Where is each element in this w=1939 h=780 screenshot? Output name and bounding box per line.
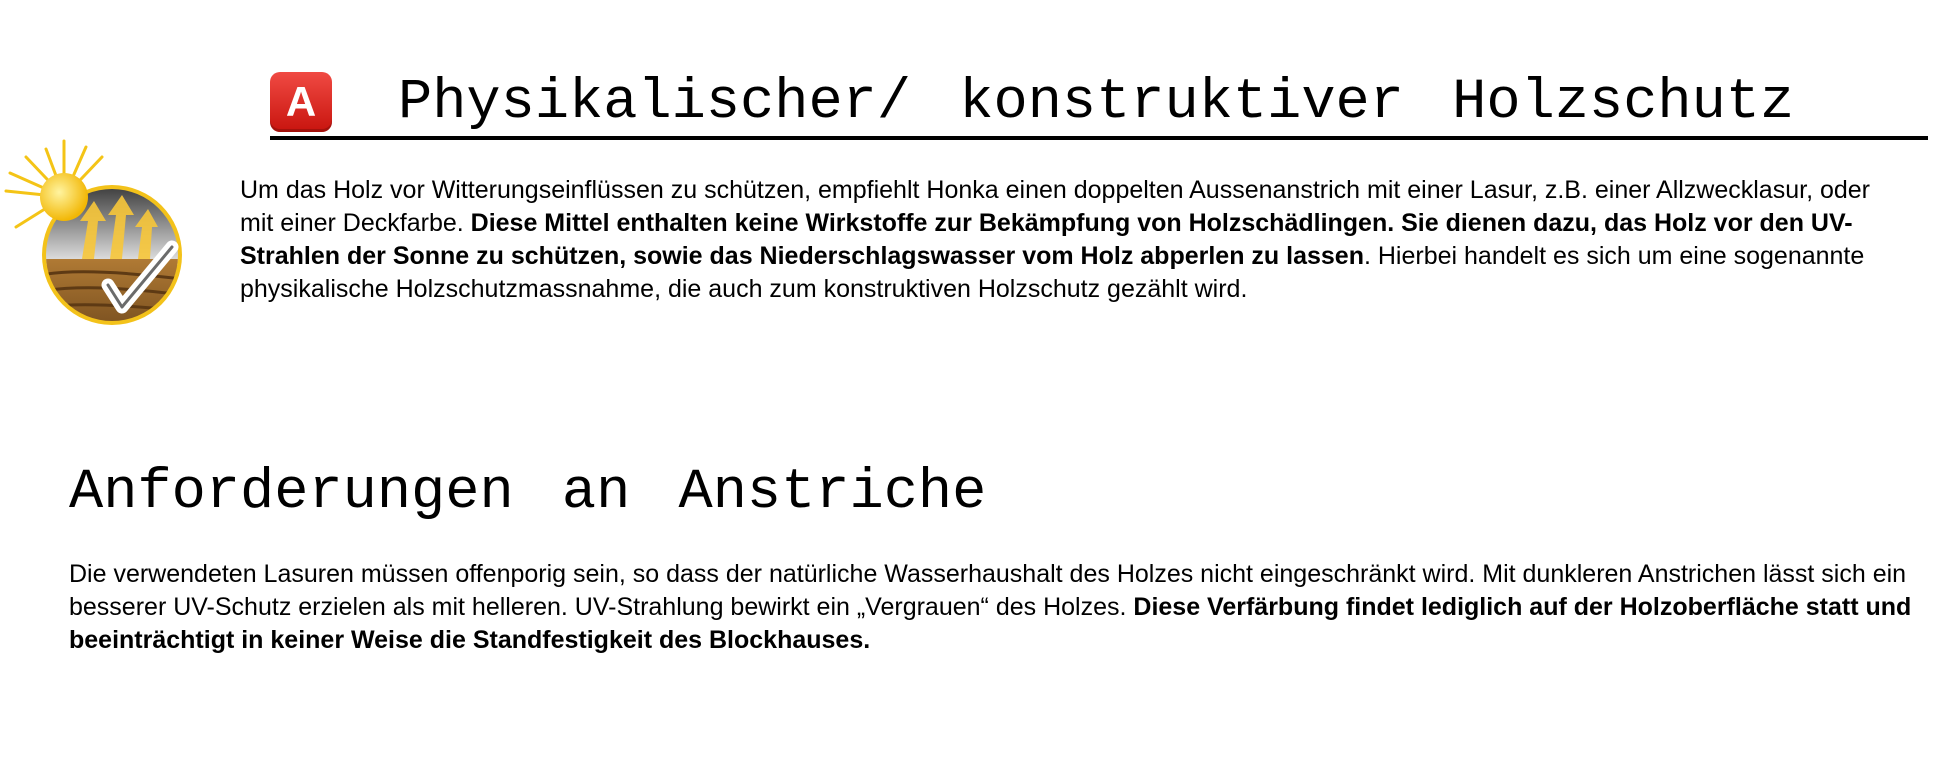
section-heading-row — [270, 68, 1928, 140]
letter-a-badge-icon: A — [270, 72, 332, 132]
holzschutz-paragraph — [240, 174, 1870, 306]
section-title: Physikalischer/ konstruktiver Holzschutz — [398, 71, 1795, 135]
paragraph-text: . Hierbei handelt es sich um eine sogenannte physikalische Holzschutzmassnahme, die auch zum konstruktiven Holzschutz gezählt wird. — [240, 242, 1865, 303]
paragraph-text: Die verwendeten Lasuren müssen offenporig sein, so dass der natürliche Wasserhaushalt des Holzes nicht eingeschränkt wird. Mit dunkleren Anstrichen lässt sich ein besserer UV-Schutz erzielen als mit helleren. UV-Strahlung bewirkt ein „Vergrauen“ des Holzes. — [69, 560, 1907, 621]
paragraph-bold-text: Diese Verfärbung findet lediglich auf der Holzoberfläche statt und beeinträchtigt in keiner Weise die Standfestigkeit des Blockhauses. — [69, 593, 1912, 654]
paragraph-text: Um das Holz vor Witterungseinflüssen zu schützen, empfiehlt Honka einen doppelten Aussenanstrich mit einer Lasur, z.B. einer Allzwecklasur, oder mit einer Deckfarbe. — [240, 176, 1870, 237]
sun-wood-check-icon — [2, 135, 188, 335]
paragraph-bold-text: Diese Mittel enthalten keine Wirkstoffe zur Bekämpfung von Holzschädlingen. Sie dienen dazu, das Holz vor den UV-Strahlen der Sonne zu schützen, sowie das Niederschlagswasser vom Holz abperlen zu lassen — [240, 209, 1853, 270]
section-title-anstriche: Anforderungen an Anstriche — [69, 461, 987, 525]
anstriche-paragraph — [69, 558, 1919, 657]
